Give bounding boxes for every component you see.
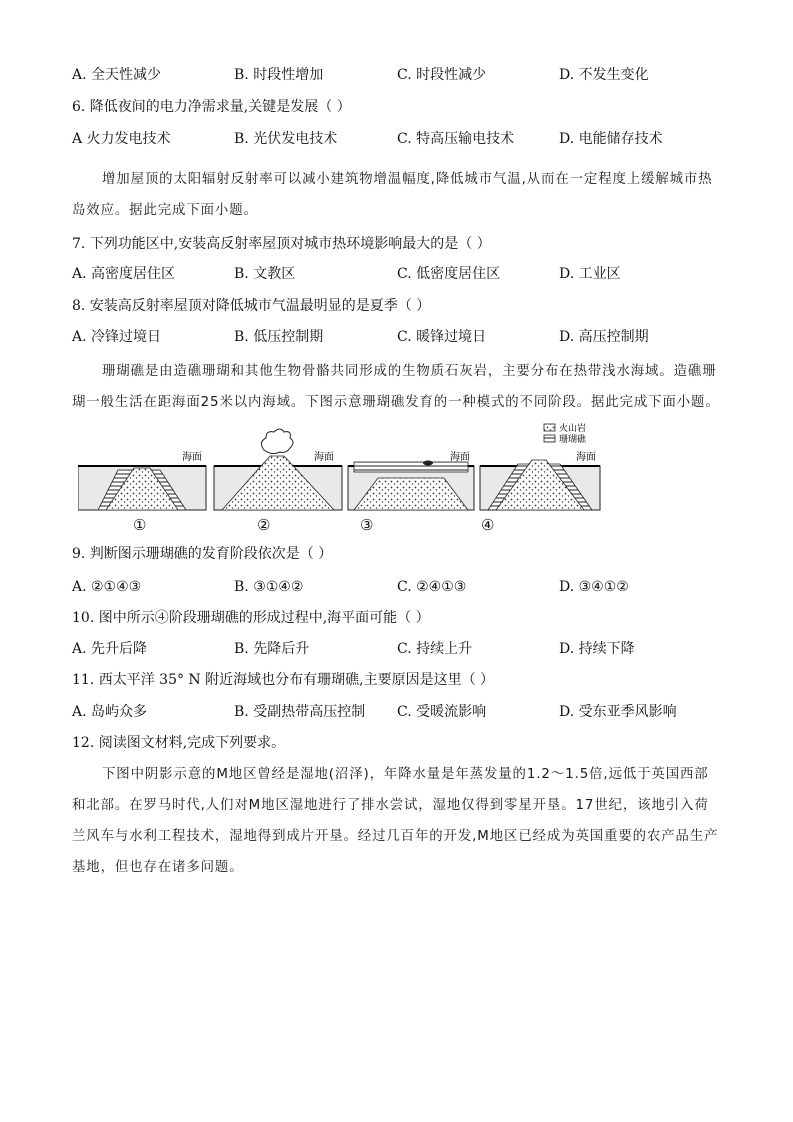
q11-stem: 11. 西太平洋 35° N 附近海域也分布有珊瑚礁,主要原因是这里（ ） — [72, 672, 495, 688]
q12-passage: 下图中阴影示意的M地区曾经是湿地(沼泽)，年降水量是年蒸发量的1.2～1.5倍,远低于英国西部和北部。在罗马时代,人们对M地区湿地进行了排水尝试，湿地仅得到零星开垦。17世纪，该地引入荷兰风车与水利工程技术，湿地得到成片开垦。经过几百年的开发,M地区已经成为英国重要的农产品生产基地，但也存在诸多问题。 — [72, 767, 719, 875]
stage-label-3: ③ — [360, 516, 374, 534]
q7-option-a: A. 高密度居住区 — [72, 266, 176, 282]
q9-option-c: C. ②④①③ — [397, 579, 467, 595]
q8-option-a: A. 冷锋过境日 — [72, 329, 162, 345]
q5-option-b: B. 时段性增加 — [234, 67, 324, 83]
q8-option-d: D. 高压控制期 — [559, 329, 649, 345]
legend-reef-swatch — [544, 435, 555, 442]
q11-option-a: A. 岛屿众多 — [72, 704, 148, 720]
stage-1-panel — [78, 450, 206, 510]
stage-label-1: ① — [133, 516, 147, 534]
q7-option-d: D. 工业区 — [559, 266, 621, 282]
stage-2-panel — [214, 429, 342, 510]
q10-option-b: B. 先降后升 — [234, 641, 310, 657]
q10-option-a: A. 先升后降 — [72, 641, 148, 657]
sea-label-3: 海面 — [450, 452, 470, 463]
sea-label-2: 海面 — [314, 452, 334, 463]
legend-reef-label: 珊瑚礁 — [559, 435, 587, 445]
q10-stem: 10. 图中所示④阶段珊瑚礁的形成过程中,海平面可能（ ） — [72, 610, 430, 626]
stage-4-panel — [480, 450, 600, 510]
legend — [544, 422, 587, 445]
eruption-cloud — [261, 429, 293, 454]
q8-option-c: C. 暖锋过境日 — [397, 329, 487, 345]
q9-option-b: B. ③①④② — [234, 579, 304, 595]
q6-stem: 6. 降低夜间的电力净需求量,关键是发展（ ） — [72, 99, 351, 115]
passage-roof: 增加屋顶的太阳辐射反射率可以减小建筑物增温幅度,降低城市气温,从而在一定程度上缓解城市热岛效应。据此完成下面小题。 — [72, 172, 713, 218]
reef-stages-figure — [78, 420, 608, 540]
legend-volcanic-swatch — [544, 424, 555, 431]
stage-label-4: ④ — [481, 516, 495, 534]
q9-option-a: A. ②①④③ — [72, 579, 142, 595]
passage-reef: 珊瑚礁是由造礁珊瑚和其他生物骨骼共同形成的生物质石灰岩，主要分布在热带浅水海域。造礁珊瑚一般生活在距海面25米以内海域。下图示意珊瑚礁发育的一种模式的不同阶段。据此完成下面小题。 — [72, 364, 720, 410]
q9-option-d: D. ③④①② — [559, 579, 629, 595]
q10-option-d: D. 持续下降 — [559, 641, 635, 657]
q8-option-b: B. 低压控制期 — [234, 329, 324, 345]
q7-option-b: B. 文教区 — [234, 266, 296, 282]
q6-option-c: C. 特高压输电技术 — [397, 131, 515, 147]
q9-stem: 9. 判断图示珊瑚礁的发育阶段依次是（ ） — [72, 546, 333, 562]
q7-option-c: C. 低密度居住区 — [397, 266, 501, 282]
stage-label-2: ② — [257, 516, 271, 534]
q8-stem: 8. 安装高反射率屋顶对降低城市气温最明显的是夏季（ ） — [72, 298, 431, 314]
q12-stem: 12. 阅读图文材料,完成下列要求。 — [72, 735, 286, 751]
q5-option-d: D. 不发生变化 — [559, 67, 649, 83]
q11-option-c: C. 受暖流影响 — [397, 704, 487, 720]
q10-option-c: C. 持续上升 — [397, 641, 473, 657]
sea-label-4: 海面 — [576, 452, 596, 463]
q5-option-a: A. 全天性减少 — [72, 67, 162, 83]
q5-option-c: C. 时段性减少 — [397, 67, 487, 83]
legend-volcanic-label: 火山岩 — [559, 424, 587, 434]
q6-option-a: A 火力发电技术 — [72, 131, 171, 147]
q7-stem: 7. 下列功能区中,安装高反射率屋顶对城市热环境影响最大的是（ ） — [72, 236, 491, 252]
q6-option-d: D. 电能储存技术 — [559, 131, 663, 147]
q6-option-b: B. 光伏发电技术 — [234, 131, 338, 147]
stage-3-panel — [348, 450, 474, 510]
q11-option-d: D. 受东亚季风影响 — [559, 704, 677, 720]
q11-option-b: B. 受副热带高压控制 — [234, 704, 366, 720]
sea-label-1: 海面 — [182, 452, 202, 463]
